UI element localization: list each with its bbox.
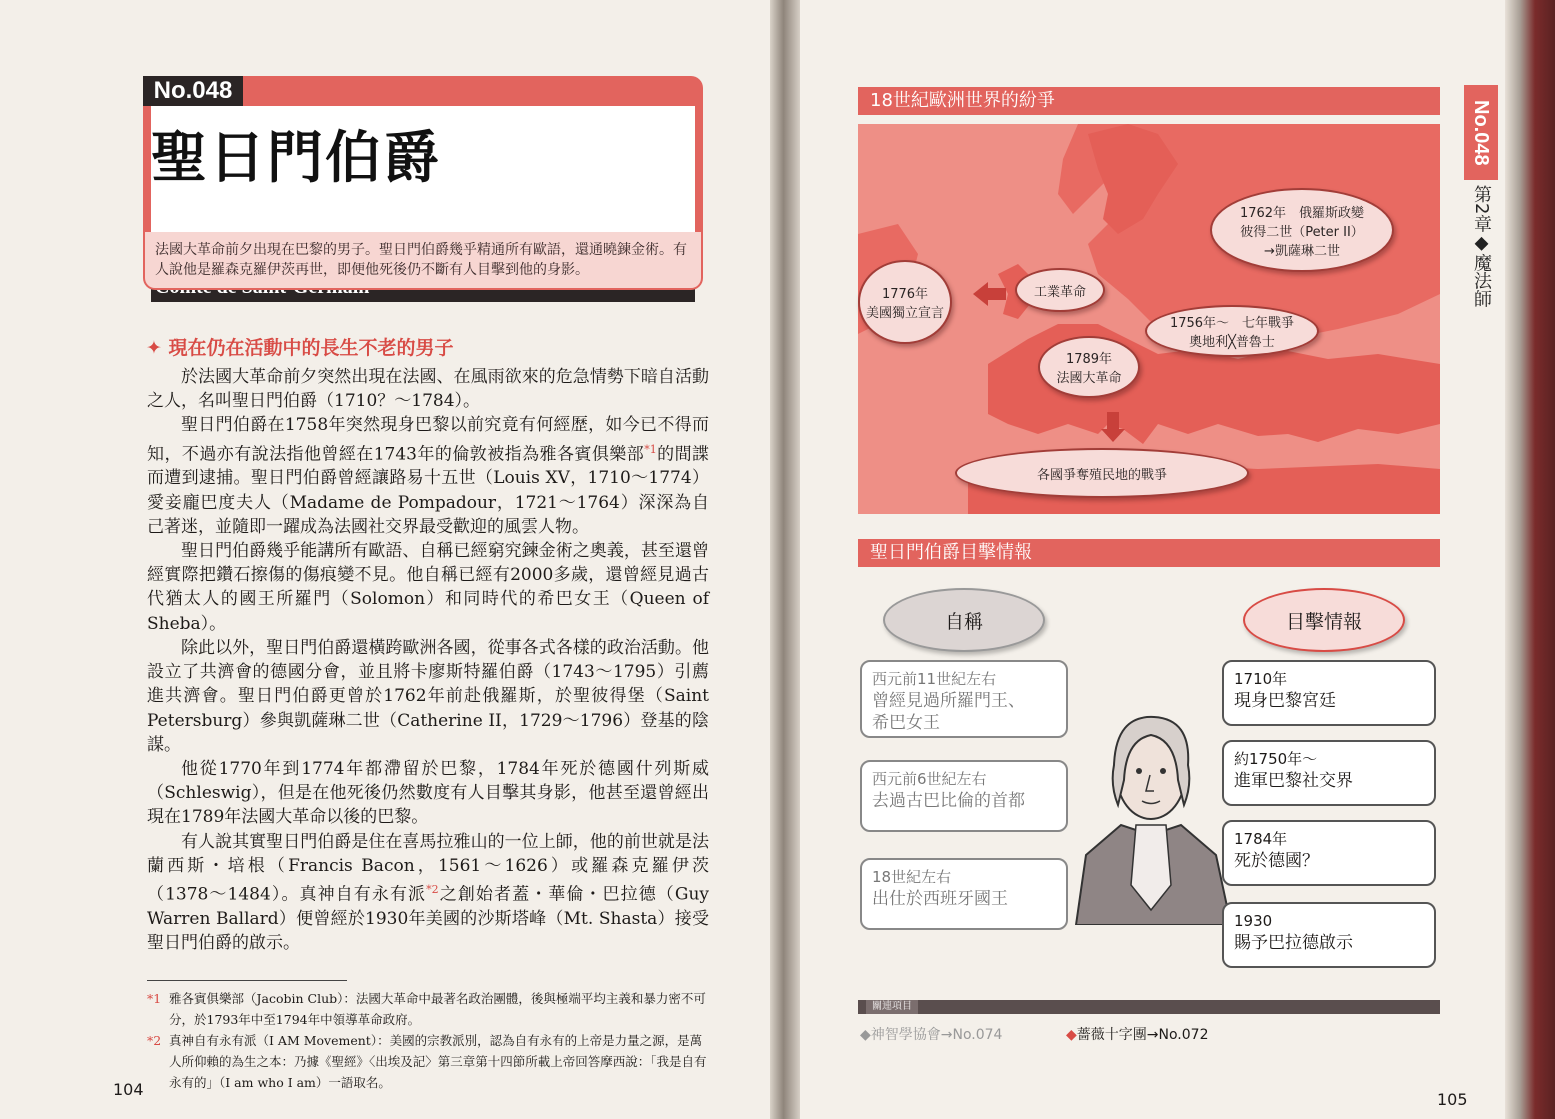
paragraph-part: 的間諜而遭到逮捕。聖日門伯爵曾經讓路易十五世（Louis XV，1710〜1774）愛妾龐巴度夫人（Madame de Pompadour，1721〜1764）深深為自己著迷，並隨即一躍成為法國社交界最受歡迎的風雲人物。 (147, 444, 710, 537)
map-label-line: 奧地利╳普魯士 (1189, 335, 1275, 350)
portrait-illustration (1066, 695, 1236, 925)
map-label-line: 1776年 (881, 287, 929, 302)
sighting-callout (1222, 660, 1436, 726)
footnote (147, 988, 709, 1030)
map-label-line: 各國爭奪殖民地的戰爭 (1036, 467, 1167, 483)
callout-text: 出仕於西班牙國王 (872, 889, 1008, 909)
book-page-edge (1505, 0, 1555, 1119)
callout-text: 進軍巴黎社交界 (1234, 771, 1353, 791)
paragraph (147, 413, 709, 539)
self-claim-label: 自稱 (883, 588, 1045, 652)
callout-date: 西元前11世紀左右 (872, 670, 997, 688)
callout-text: 現身巴黎宮廷 (1234, 691, 1336, 711)
sighting-callout (1222, 820, 1436, 886)
map-label-colonies (955, 448, 1249, 498)
paragraph (147, 830, 709, 956)
footnote-id: *1 (147, 991, 162, 1006)
page-number: 104 (113, 1080, 144, 1099)
callout-text: 曾經見過所羅門王、 (872, 691, 1025, 711)
map-heading: 18世紀歐洲世界的紛爭 (858, 87, 1440, 115)
callout-date: 約1750年〜 (1234, 750, 1318, 768)
related-items-bar (858, 1000, 1440, 1014)
related-items-label: 關連項目 (866, 1000, 918, 1014)
paragraph-part: 之創始者蓋・華倫・巴拉德（Guy Warren Ballard）便曾經於1930年美國的沙斯塔峰（Mt. Shasta）接受聖日門伯爵的啟示。 (147, 884, 709, 953)
page-title: 聖日門伯爵 (151, 126, 441, 191)
map-label-line: 1756年〜 七年戰爭 (1169, 316, 1295, 331)
map-label-line: 彼得二世（Peter II） (1240, 224, 1364, 240)
footnote-text: 真神自有永有派（I AM Movement）：美國的宗教派別，認為自有永有的上帝是力量之源，是萬人所仰賴的為生之本：乃據《聖經》〈出埃及記〉第三章第十四節所載上帝回答摩西說：「我是自有永有的」（I am who I am）一語取名。 (169, 1033, 707, 1090)
map-label-french-revolution (1038, 336, 1140, 398)
self-claim-callout (860, 660, 1068, 738)
footnote-marker: *2 (426, 882, 439, 896)
paragraph: 聖日門伯爵幾乎能講所有歐語、自稱已經窮究鍊金術之奧義，甚至還曾經實際把鑽石擦傷的傷痕變不見。他自稱已經有2000多歲，還曾經見過古代猶太人的國王所羅門（Solomon）和同時代的希巴女王（Queen of Sheba）。 (147, 541, 709, 634)
map-label-seven-years-war (1145, 305, 1319, 357)
map-label-line: 法國大革命 (1056, 371, 1122, 386)
footnote-id: *2 (147, 1033, 162, 1048)
callout-date: 18世紀左右 (872, 868, 952, 886)
paragraph: 他從1770年到1774年都滯留於巴黎，1784年死於德國什列斯威（Schleswig），但是在他死後仍然數度有人目擊其身影，他甚至還曾經出現在1789年法國大革命以後的巴黎。 (147, 758, 709, 828)
left-page (0, 0, 770, 1119)
map-label-line: 1762年 俄羅斯政變 (1239, 205, 1365, 221)
sighting-callout (1222, 740, 1436, 806)
section-heading: ✦ 現在仍在活動中的長生不老的男子 (146, 337, 454, 359)
callout-text: 希巴女王 (872, 713, 940, 733)
callout-text: 死於德國？ (1234, 851, 1319, 871)
map-label-usa (858, 260, 952, 344)
summary-box: 法國大革命前夕出現在巴黎的男子。聖日門伯爵幾乎精通所有歐語，還通曉鍊金術。有人說他是羅森克羅伊茨再世，即便他死後仍不斷有人目擊到他的身影。 (143, 232, 703, 290)
diamond-icon: ◆ (1066, 1027, 1077, 1043)
map-label-russia (1210, 188, 1394, 272)
entry-number-badge: No.048 (143, 76, 243, 106)
related-link-theosophy[interactable]: ◆神智學協會→No.074 (860, 1027, 1003, 1043)
related-link-text: 薔薇十字團→No.072 (1076, 1027, 1209, 1043)
map-label-line: 1789年 (1065, 352, 1113, 367)
side-tab-number: No.048 (1464, 85, 1498, 180)
map-label-line: 工業革命 (1033, 284, 1086, 300)
callout-text: 去過古巴比倫的首都 (872, 791, 1025, 811)
map-label-line: 美國獨立宣言 (865, 306, 944, 321)
footnote-marker: *1 (644, 442, 657, 456)
sighting-callout (1222, 902, 1436, 968)
related-link-rosicrucian[interactable] (1066, 1024, 1208, 1044)
map-label-line: →凱薩琳二世 (1264, 243, 1340, 259)
side-tab-chapter: 第2章◆魔法師 (1471, 185, 1492, 308)
map-label-industrial (1015, 268, 1105, 312)
footnote-text: 雅各賓俱樂部（Jacobin Club）：法國大革命中最著名政治團體，後與極端平均主義和暴力密不可分，於1793年中至1794年中領導革命政府。 (169, 991, 706, 1027)
paragraph: 於法國大革命前夕突然出現在法國、在風雨欲來的危急情勢下暗自活動之人，名叫聖日門伯爵（1710？〜1784）。 (147, 367, 709, 412)
footnotes (147, 988, 709, 1093)
witness-label: 目擊情報 (1243, 588, 1405, 652)
body-text (147, 365, 709, 955)
book-gutter (770, 0, 800, 1119)
callout-text: 賜予巴拉德啟示 (1234, 933, 1353, 953)
footnote-divider (147, 980, 347, 981)
chapter-side-tab (1464, 85, 1498, 315)
self-claim-callout (860, 760, 1068, 832)
callout-date: 1930 (1234, 912, 1273, 930)
paragraph-part: 有人說其實聖日門伯爵是住在喜馬拉雅山的一位上師，他的前世就是法蘭西斯・培根（Francis Bacon，1561〜1626）或羅森克羅伊茨（1378〜1484）。真神自有永有派 (147, 831, 709, 905)
page-number: 105 (1437, 1090, 1468, 1109)
sightings-heading: 聖日門伯爵目擊情報 (858, 539, 1440, 567)
callout-date: 1784年 (1234, 830, 1288, 848)
paragraph: 除此以外，聖日門伯爵還橫跨歐洲各國，從事各式各樣的政治活動。他設立了共濟會的德國分會，並且將卡廖斯特羅伯爵（1743〜1795）引薦進共濟會。聖日門伯爵更曾於1762年前赴俄羅斯，於聖彼得堡（Saint Petersburg）參與凱薩琳二世（Catherine II，1729〜1796）登基的陰謀。 (147, 637, 709, 755)
self-claim-callout (860, 858, 1068, 930)
callout-date: 西元前6世紀左右 (872, 770, 987, 788)
footnote (147, 1030, 709, 1093)
callout-date: 1710年 (1234, 670, 1288, 688)
paragraph-part: 聖日門伯爵在1758年突然現身巴黎以前究竟有何經歷，如今已不得而知，不過亦有說法指他曾經在1743年的倫敦被指為雅各賓俱樂部 (147, 415, 709, 465)
